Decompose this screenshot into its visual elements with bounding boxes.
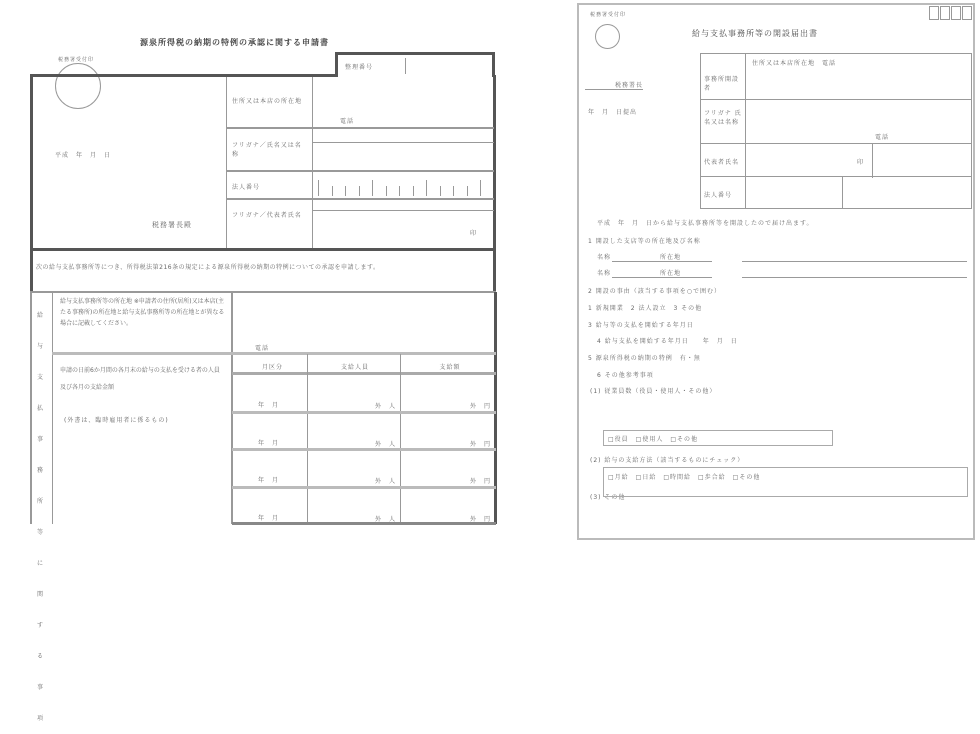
stamp-box <box>951 6 961 20</box>
list-item: 2 開設の事由（該当する事項を○で囲む） <box>588 288 721 295</box>
field-label: フリガナ／氏名又は名称 <box>232 142 302 158</box>
cell-amount[interactable]: 外 円 <box>469 403 491 410</box>
divider <box>700 99 972 100</box>
list-item: 3 給与等の支払を開始する年月日 <box>588 322 694 329</box>
list-item: (1) 従業員数（役員・使用人・その他） <box>590 388 717 395</box>
input-line[interactable] <box>612 277 712 278</box>
stamp-label: 税務署受付印 <box>590 12 627 18</box>
digit-box-divider <box>345 186 346 196</box>
cell-month[interactable]: 年 月 <box>258 439 280 447</box>
cell-month[interactable]: 年 月 <box>258 514 280 522</box>
stamp-label: 税務署受付印 <box>58 57 95 63</box>
divider <box>30 292 32 524</box>
divider <box>307 354 308 524</box>
divider <box>30 291 496 293</box>
intro-text: 平成 年 月 日から給与支払事務所等を開設したので届け出ます。 <box>597 220 814 227</box>
divider <box>52 352 496 355</box>
divider <box>872 143 873 178</box>
date-label: 平成 年 月 日 <box>55 152 112 159</box>
row-divider <box>232 448 496 451</box>
field-label: 代表者氏名 <box>704 159 740 166</box>
divider <box>842 176 843 209</box>
digit-box-divider <box>332 186 333 196</box>
statement: 次の給与支払事務所等につき、所得税法第216条の規定による源泉所得税の納期の特例についての承認を申請します。 <box>36 264 380 271</box>
divider <box>312 210 494 211</box>
field-label: フリガナ／代表者氏名 <box>232 212 302 219</box>
header-month: 月区分 <box>261 364 283 371</box>
digit-box-divider <box>318 180 319 196</box>
stamp-box <box>962 6 972 20</box>
header-people: 支給人員 <box>340 364 369 371</box>
divider <box>226 77 227 248</box>
list-item: □役員 □使用人 □その他 <box>608 436 699 443</box>
right-form-title: 給与支払事務所等の開設届出書 <box>692 29 818 38</box>
divider <box>400 354 401 524</box>
field-note: 電話 <box>340 118 355 125</box>
field-label: 住所又は本店の所在地 <box>232 98 303 105</box>
cell-people[interactable]: 外 人 <box>374 403 396 410</box>
seal-mark: 印 <box>470 230 478 237</box>
tax-office-label: 税務署長 <box>585 80 643 90</box>
cell-people[interactable]: 外 人 <box>374 440 396 448</box>
cell-month[interactable]: 年 月 <box>258 477 280 484</box>
list-item: 名称 所在地 <box>597 254 682 261</box>
checkbox-group[interactable] <box>603 467 968 497</box>
divider <box>700 143 972 144</box>
digit-box-divider <box>480 180 481 196</box>
field-note: 電話 <box>875 134 890 141</box>
payroll-note: (外書は、臨時雇用者に係るもの) <box>64 417 169 424</box>
digit-box-divider <box>467 186 468 196</box>
cell-people[interactable]: 外 人 <box>374 478 396 485</box>
row-divider <box>232 486 496 489</box>
cell-amount[interactable]: 外 円 <box>469 440 491 448</box>
checkbox-group[interactable] <box>603 430 833 446</box>
reference-label: 整理番号 <box>345 64 374 71</box>
divider <box>494 292 497 524</box>
field-label: 法人番号 <box>704 192 733 199</box>
divider <box>312 142 494 143</box>
payroll-desc: 申請の日前6か月間の各月末の給与の支払を受ける者の人員及び各月の支給金額 <box>60 367 220 391</box>
list-item: 6 その他参考事項 <box>597 372 654 379</box>
cell-people[interactable]: 外 人 <box>374 515 396 523</box>
digit-box-divider <box>426 180 427 196</box>
stamp-box <box>929 6 939 20</box>
divider <box>226 170 494 172</box>
field-label: フリガナ 氏名又は名称 <box>704 110 742 126</box>
list-item: 1 新規開業 2 法人設立 3 その他 <box>588 305 703 312</box>
cell-amount[interactable]: 外 円 <box>469 478 491 485</box>
list-item: 4 給与支払を開始する年月日 年 月 日 <box>597 338 738 345</box>
digit-box-divider <box>372 180 373 196</box>
section-label: 給与支払事務所等に関する事項 <box>37 312 45 722</box>
cell-month[interactable]: 年 月 <box>258 402 280 409</box>
office-address-label: 給与支払事務所等の所在地 ※申請者の住所(居所)又は本店(主たる事務所)の所在地と給与支払事務所等の所在地とが異なる場合に記載してください。 <box>60 298 225 327</box>
office-phone: 電話 <box>255 345 270 352</box>
digit-box-divider <box>399 186 400 196</box>
list-item: □月給 □日給 □時間給 □歩合給 □その他 <box>608 474 761 481</box>
list-item: 名称 所在地 <box>597 270 682 277</box>
stamp-box <box>940 6 950 20</box>
field-note: 住所又は本店所在地 電話 <box>752 60 837 67</box>
divider <box>312 77 313 248</box>
list-item: 5 源泉所得税の納期の特例 有・無 <box>588 355 701 362</box>
divider <box>226 127 494 129</box>
input-line[interactable] <box>742 261 967 262</box>
submitted-label: 年 月 日提出 <box>588 109 638 116</box>
seal-mark: 印 <box>857 159 865 166</box>
input-line[interactable] <box>742 277 967 278</box>
left-form-title: 源泉所得税の納期の特例の承認に関する申請書 <box>140 38 329 47</box>
digit-box-divider <box>413 186 414 196</box>
header-amount: 支給額 <box>439 364 461 371</box>
digit-box-divider <box>440 186 441 196</box>
stamp-circle <box>595 24 620 49</box>
divider <box>232 522 496 525</box>
divider <box>52 292 53 524</box>
digit-box-divider <box>386 186 387 196</box>
row-divider <box>232 411 496 414</box>
divider <box>226 198 494 200</box>
divider <box>232 372 496 375</box>
divider <box>745 53 746 209</box>
input-line[interactable] <box>612 261 712 262</box>
list-item: 1 開設した支店等の所在地及び名称 <box>588 238 701 245</box>
divider <box>231 292 233 524</box>
field-label: 法人番号 <box>232 184 261 191</box>
tax-office-label: 税務署長殿 <box>152 221 192 229</box>
digit-box-divider <box>359 186 360 196</box>
divider <box>405 58 406 74</box>
list-item: (3) その他 <box>590 494 626 501</box>
divider <box>700 176 972 177</box>
list-item: (2) 給与の支給方法（該当するものにチェック） <box>590 457 745 464</box>
cell-amount[interactable]: 外 円 <box>469 515 491 523</box>
digit-box-divider <box>453 186 454 196</box>
field-label: 事務所開設者 <box>704 76 740 92</box>
